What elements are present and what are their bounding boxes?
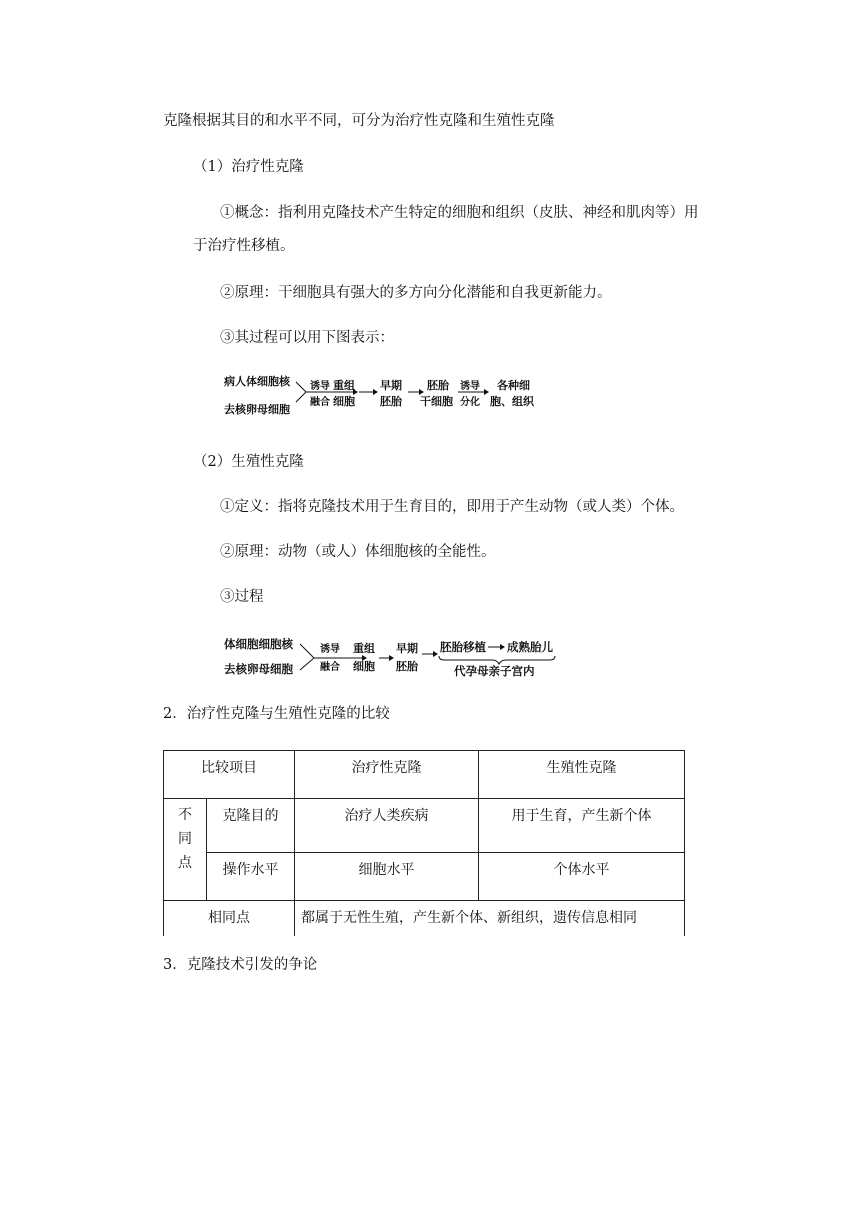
diagram2-source-nucleus: 体细胞细胞核 — [224, 637, 293, 651]
table-row — [164, 799, 685, 853]
row2-label: 操作水平 — [207, 853, 295, 901]
diagram2-node3: 胚胎移植 — [440, 640, 486, 654]
concept-line2: 于治疗性移植。 — [193, 238, 295, 254]
heading-3: 3．克隆技术引发的争论 — [163, 957, 318, 973]
section1-title: （1）治疗性克隆 — [193, 159, 304, 175]
diagram1-step2-top: 诱导 — [460, 381, 480, 392]
concept-line1: ①概念：指利用克隆技术产生特定的细胞和组织（皮肤、神经和肌肉等）用 — [220, 205, 699, 221]
row2-reproductive: 个体水平 — [479, 853, 685, 901]
row2-therapeutic: 细胞水平 — [295, 853, 479, 901]
same-label: 相同点 — [164, 901, 295, 937]
difference-label: 不 同 点 — [164, 799, 207, 901]
diagram1-node2-bottom: 胚胎 — [380, 395, 402, 408]
diagram2-node2-top: 早期 — [396, 642, 418, 655]
diagram1-node4-top: 各种细 — [497, 379, 530, 392]
row1-label: 克隆目的 — [207, 799, 295, 853]
diagram2-brace — [439, 656, 555, 664]
heading-2: 2．治疗性克隆与生殖性克隆的比较 — [163, 706, 390, 722]
diagram1-merge-bracket — [296, 382, 306, 402]
table-header-row — [164, 751, 685, 799]
same-value: 都属于无性生殖，产生新个体、新组织，遗传信息相同 — [295, 901, 685, 937]
diagram1-source-nucleus: 病人体细胞核 — [224, 375, 290, 388]
diagram1-step2-bottom: 分化 — [460, 397, 480, 408]
reproductive-cloning-diagram — [222, 632, 562, 680]
diagram2-source-oocyte: 去核卵母细胞 — [224, 662, 293, 676]
intro-paragraph: 克隆根据其目的和水平不同，可分为治疗性克隆和生殖性克隆 — [163, 113, 555, 129]
principle-1: ②原理：干细胞具有强大的多方向分化潜能和自我更新能力。 — [220, 285, 612, 301]
diagram2-node4: 成熟胎儿 — [507, 640, 553, 654]
table-row — [164, 853, 685, 901]
definition-2: ①定义：指将克隆技术用于生育目的，即用于产生动物（或人类）个体。 — [220, 499, 684, 515]
comparison-table — [163, 750, 685, 936]
diagram2-node1-bottom: 细胞 — [353, 660, 375, 673]
diagram2-merge-bracket — [300, 644, 314, 670]
diagram2-node1-top: 重组 — [353, 642, 375, 655]
diagram1-node1-bottom: 细胞 — [333, 395, 355, 408]
header-reproductive: 生殖性克隆 — [479, 751, 685, 799]
diagram1-node3-bottom: 干细胞 — [420, 395, 453, 408]
row1-reproductive: 用于生育，产生新个体 — [479, 799, 685, 853]
diagram2-node2-bottom: 胚胎 — [396, 660, 418, 673]
diagram1-node4-bottom: 胞、组织 — [490, 395, 534, 408]
diagram1-node3-top: 胚胎 — [427, 379, 449, 392]
diagram1-source-oocyte: 去核卵母细胞 — [224, 403, 290, 416]
header-item: 比较项目 — [164, 751, 295, 799]
table-row — [164, 901, 685, 937]
header-therapeutic: 治疗性克隆 — [295, 751, 479, 799]
diagram2-step-top: 诱导 — [320, 644, 340, 655]
section2-title: （2）生殖性克隆 — [193, 454, 304, 470]
therapeutic-cloning-diagram — [222, 368, 552, 416]
diagram2-brace-label: 代孕母亲子宫内 — [454, 664, 535, 678]
principle-2: ②原理：动物（或人）体细胞核的全能性。 — [220, 544, 496, 560]
process-1: ③其过程可以用下图表示： — [220, 330, 394, 346]
row1-therapeutic: 治疗人类疾病 — [295, 799, 479, 853]
diagram2-step-bottom: 融合 — [320, 662, 340, 673]
diagram1-step1-bottom: 融合 — [310, 397, 330, 408]
process-2: ③过程 — [220, 589, 264, 605]
diagram1-node2-top: 早期 — [380, 379, 402, 392]
diagram1-node1-top: 重组 — [333, 379, 355, 392]
diagram1-step1-top: 诱导 — [310, 381, 330, 392]
